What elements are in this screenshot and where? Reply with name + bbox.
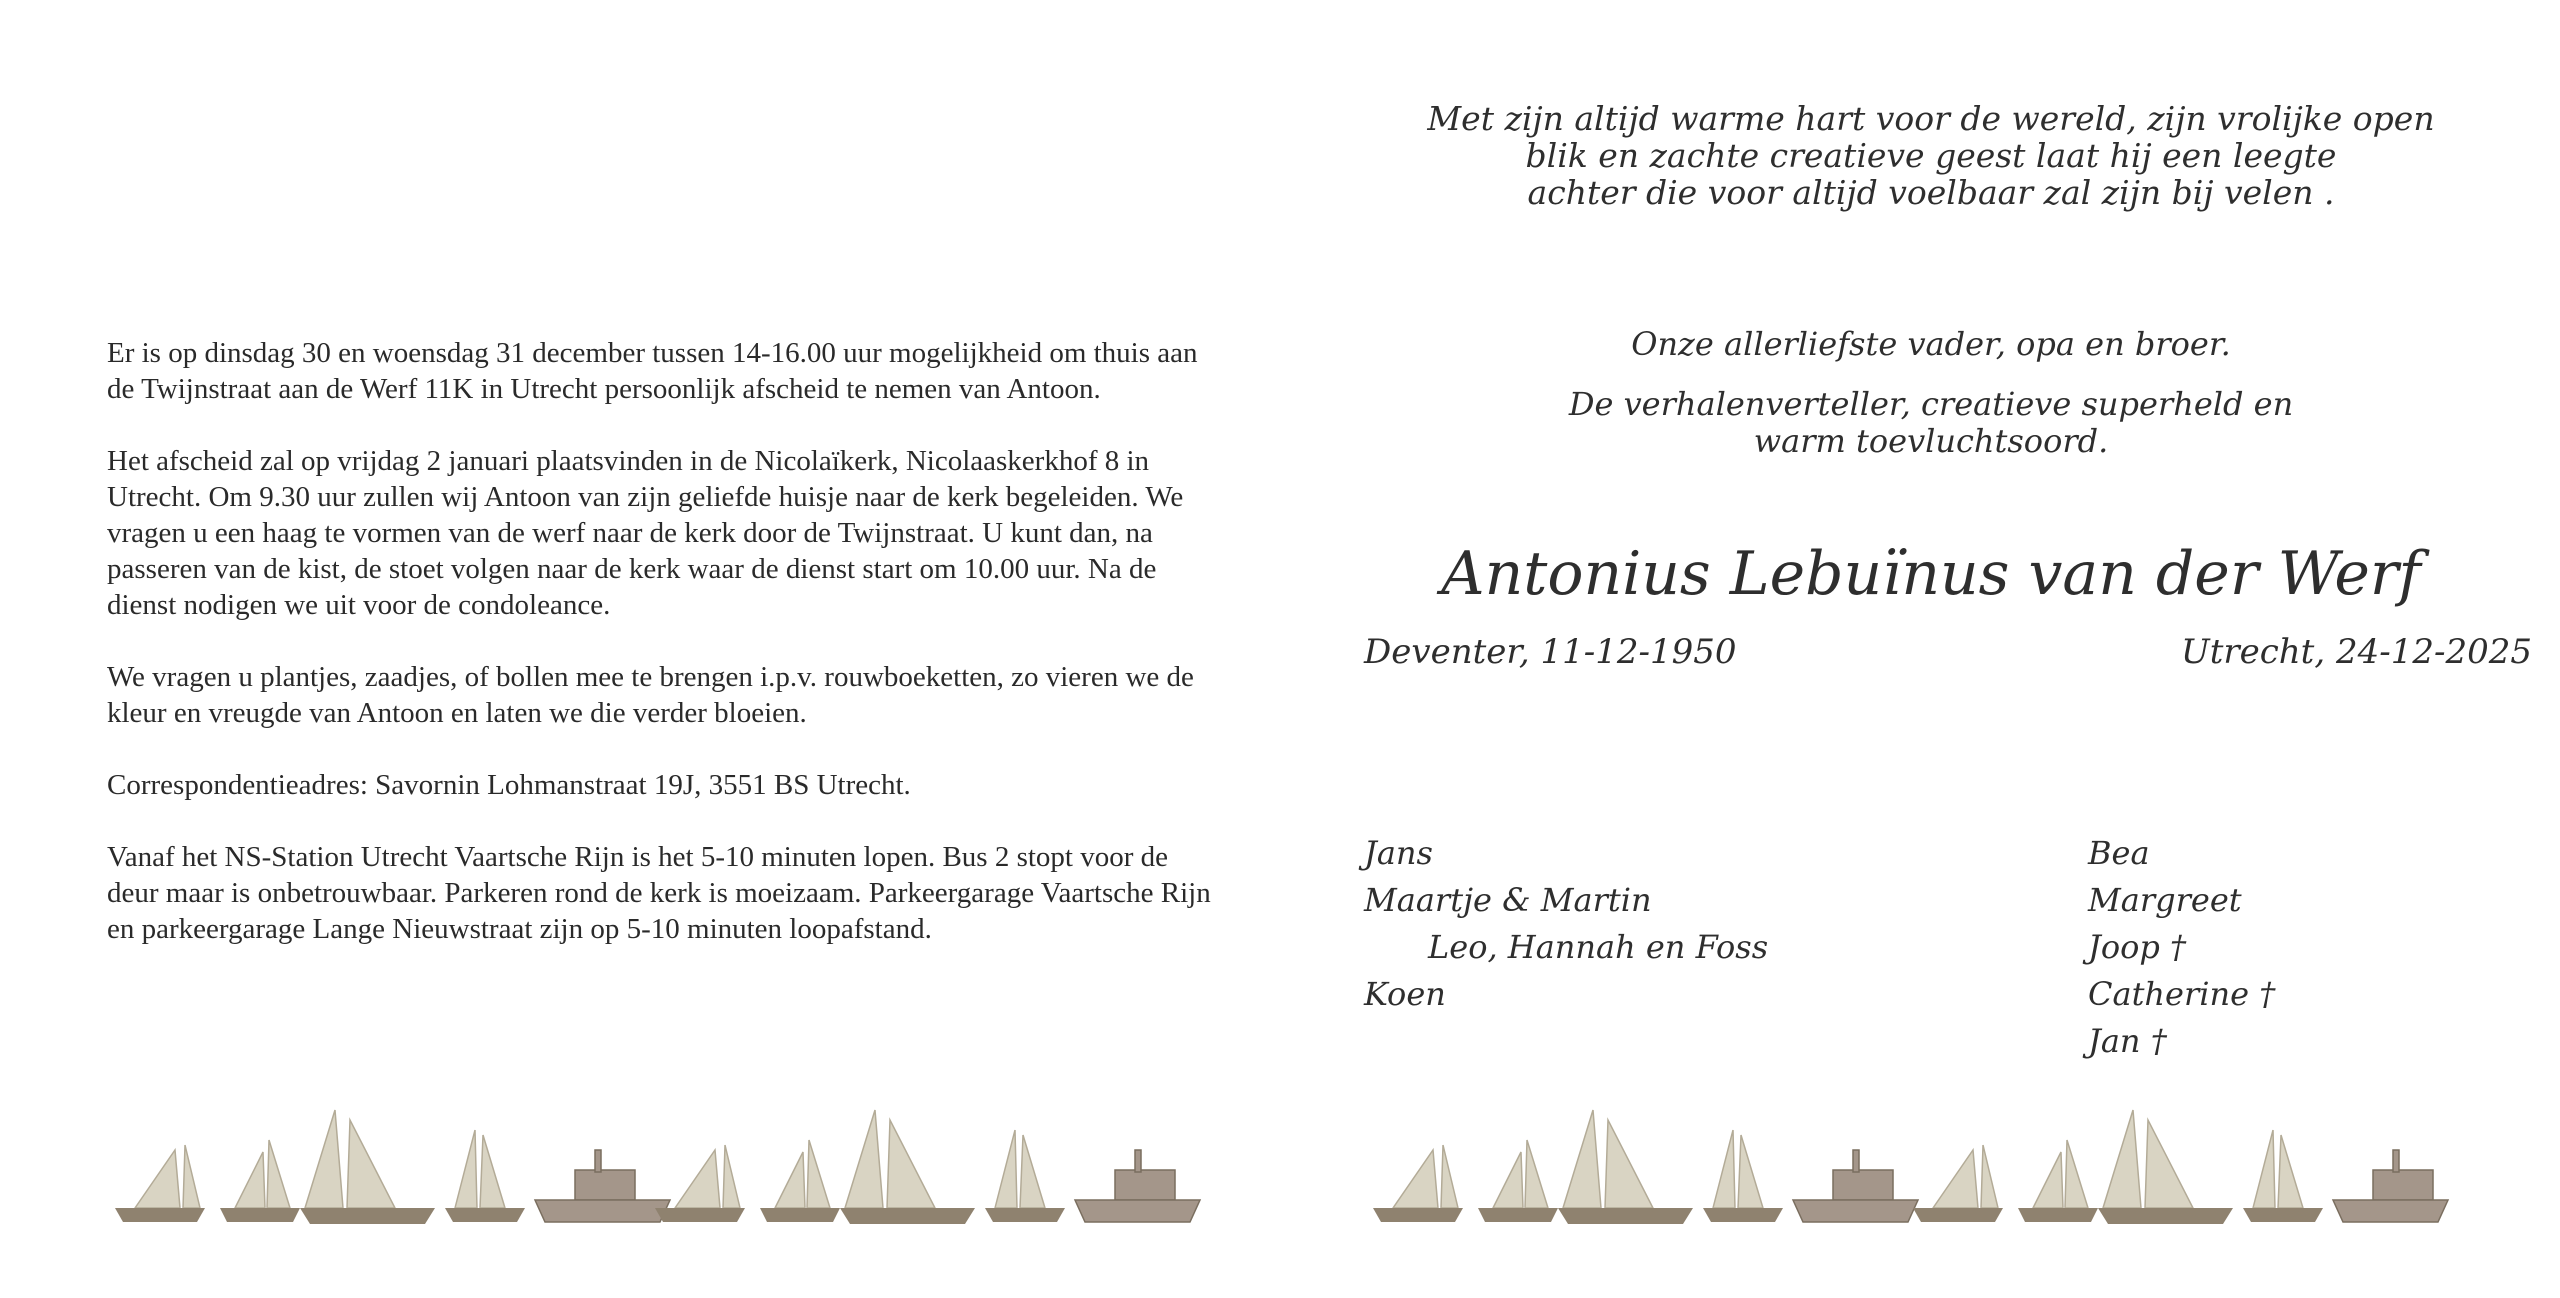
flowers-paragraph: We vragen u plantjes, zaadjes, of bollen mee te brengen i.p.v. rouwboeketten, zo vieren we de kleur en vreugde van Antoon en laten we die verder bloeien. xyxy=(107,661,1194,729)
birth-place-date: Deventer, 11-12-1950 xyxy=(1364,632,1737,672)
family-member: Koen xyxy=(1364,975,1446,1013)
quote-line: Met zijn altijd warme hart voor de wereld, zijn vrolijke open xyxy=(1427,99,2435,138)
quote-line: achter die voor altijd voelbaar zal zijn bij velen . xyxy=(1527,173,2335,212)
quote-line: blik en zachte creatieve geest laat hij een leegte xyxy=(1525,136,2337,175)
address-paragraph: Correspondentieadres: Savornin Lohmanstraat 19J, 3551 BS Utrecht. xyxy=(107,769,911,801)
death-place-date: Utrecht, 24-12-2025 xyxy=(2181,632,2532,672)
family-member: Maartje & Martin xyxy=(1364,881,1652,919)
visitation-paragraph: Er is op dinsdag 30 en woensdag 31 december tussen 14-16.00 uur mogelijkheid om thuis aan de Twijnstraat aan de Werf 11K in Utrecht persoonlijk afscheid te nemen van Antoon. xyxy=(107,337,1198,405)
family-list-left xyxy=(1364,830,1768,1018)
funeral-paragraph: Het afscheid zal op vrijdag 2 januari plaatsvinden in de Nicolaïkerk, Nicolaaskerkhof 8 in Utrecht. Om 9.30 uur zullen wij Antoon van zijn geliefde huisje naar de kerk begeleiden. We vragen u een haag te vormen van de werf naar de kerk door de Twijnstraat. U kunt dan, na passeren van de kist, de stoet volgen naar de kerk waar de dienst start om 10.00 uur. Na de dienst nodigen we uit voor de condoleance. xyxy=(107,445,1184,621)
family-member: Leo, Hannah en Foss xyxy=(1428,928,1769,966)
family-member: Joop † xyxy=(2088,928,2187,966)
memorial-quote xyxy=(1376,100,2486,211)
tagline-description xyxy=(1376,386,2486,460)
family-member: Bea xyxy=(2088,834,2150,872)
sailboat-row-icon xyxy=(1363,1090,2463,1230)
tagline-line: De verhalenverteller, creatieve superheld en xyxy=(1568,385,2294,423)
family-list-right xyxy=(2088,830,2275,1065)
sailboat-illustration xyxy=(105,1090,1205,1230)
family-member: Jan † xyxy=(2088,1022,2167,1060)
directions-paragraph: Vanaf het NS-Station Utrecht Vaartsche Rijn is het 5-10 minuten lopen. Bus 2 stopt voor de deur maar is onbetrouwbaar. Parkeren rond de kerk is moeizaam. Parkeergarage Vaartsche Rijn en parkeergarage Lange Nieuwstraat zijn op 5-10 minuten loopafstand. xyxy=(107,841,1211,945)
tagline-family: Onze allerliefste vader, opa en broer. xyxy=(1631,325,2231,363)
family-member: Jans xyxy=(1364,834,1433,872)
sailboat-illustration xyxy=(1363,1090,2463,1230)
family-member: Margreet xyxy=(2088,881,2242,919)
tagline-line: warm toevluchtsoord. xyxy=(1753,422,2109,460)
family-member: Catherine † xyxy=(2088,975,2276,1013)
sailboat-row-icon xyxy=(105,1090,1205,1230)
info-paragraphs xyxy=(107,335,1217,983)
deceased-name: Antonius Lebuïnus van der Werf xyxy=(1441,539,2421,609)
